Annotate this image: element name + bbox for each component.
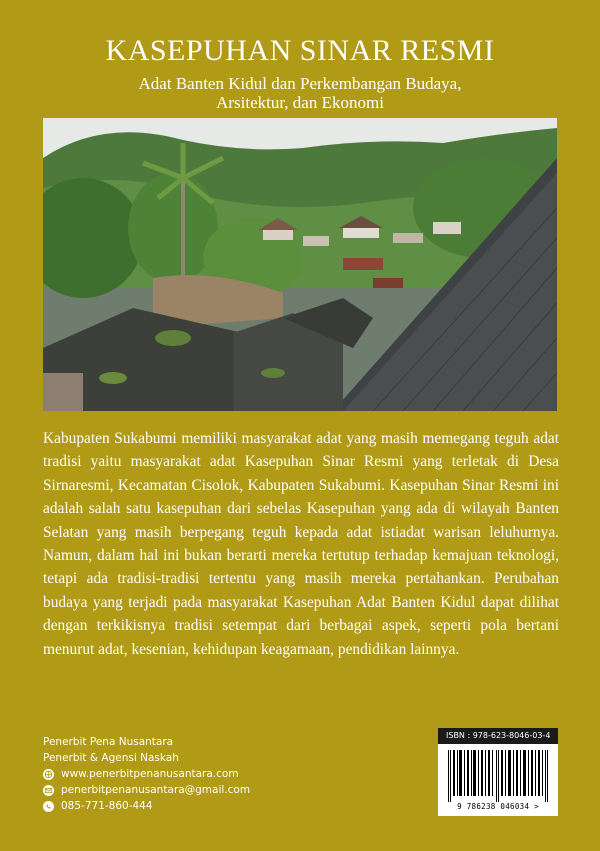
website-text: www.penerbitpenanusantara.com xyxy=(61,768,239,780)
isbn-label: ISBN : 978-623-8046-03-4 xyxy=(438,728,558,744)
barcode-graphic xyxy=(446,750,550,802)
synopsis-text: Kabupaten Sukabumi memiliki masyarakat adat yang masih memegang teguh adat tradisi yaitu masyarakat adat Kasepuhan Sinar Resmi yang terletak di Desa Sirnaresmi, Kecamatan Cisolok, Kabupaten Sukabumi. Kasepuhan Sinar Resmi ini adalah salah satu kasepuhan dari sebelas Kasepuhan yang ada di wilayah Banten Selatan yang masih berpegang teguh kepada adat istiadat warisan leluhurnya. Namun, dalam hal ini bukan berarti mereka tertutup terhadap kemajuan teknologi, tetapi ada tradisi-tradisi tertentu yang masih mereka pertahankan. Perubahan budaya yang terjadi pada masyarakat Kasepuhan Adat Banten Kidul dapat dilihat dengan terkikisnya tradisi setempat dari berbagai aspek, seperti pola bertani menurut adat, kesenian, kehidupan keagamaan, pendidikan lainnya. xyxy=(43,430,559,658)
email-icon xyxy=(43,785,54,796)
whatsapp-icon xyxy=(43,801,54,812)
publisher-name: Penerbit Pena Nusantara xyxy=(43,736,174,748)
isbn-barcode-box xyxy=(438,728,558,816)
book-subtitle xyxy=(0,74,600,112)
publisher-info xyxy=(43,734,343,814)
phone-text: 085-771-860-444 xyxy=(61,800,153,812)
email-text: penerbitpenanusantara@gmail.com xyxy=(61,784,251,796)
globe-icon xyxy=(43,769,54,780)
publisher-website[interactable] xyxy=(43,766,343,782)
publisher-email[interactable] xyxy=(43,782,343,798)
publisher-tagline: Penerbit & Agensi Naskah xyxy=(43,752,179,764)
cover-photo-village xyxy=(43,118,557,411)
barcode-number: 9 786238 046034 > xyxy=(457,802,539,811)
subtitle-line-2: Arsitektur, dan Ekonomi xyxy=(216,93,384,112)
publisher-phone[interactable] xyxy=(43,798,343,814)
subtitle-line-1: Adat Banten Kidul dan Perkembangan Budaya, xyxy=(138,74,462,93)
book-title: KASEPUHAN SINAR RESMI xyxy=(105,34,495,67)
